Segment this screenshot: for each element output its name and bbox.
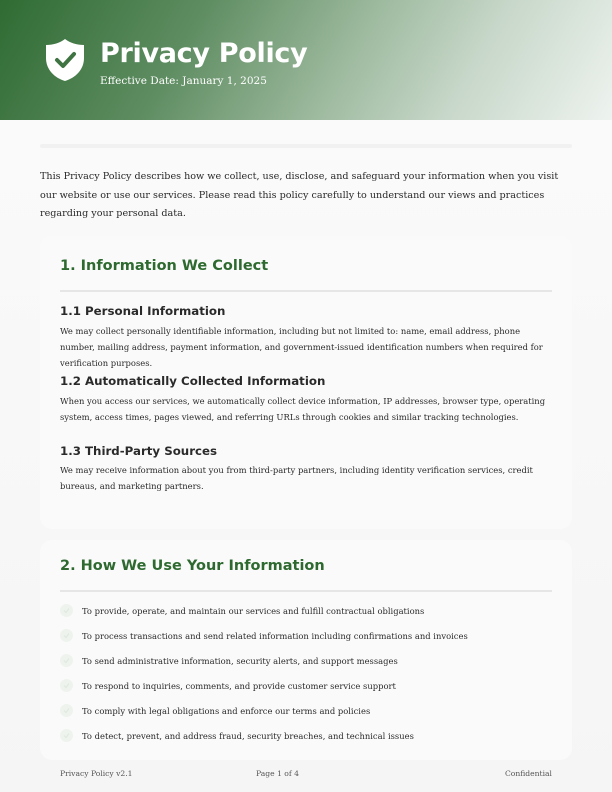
footer-version: Privacy Policy v2.1 (60, 769, 133, 778)
footer-page-number: Page 1 of 4 (256, 769, 299, 778)
subsection-title: 1.2 Automatically Collected Information (60, 374, 326, 388)
section-information-we-collect (40, 236, 572, 529)
check-icon (60, 704, 73, 717)
list-item (60, 728, 550, 744)
shield-check-icon (44, 38, 86, 82)
check-icon (60, 604, 73, 617)
list-item (60, 653, 550, 669)
list-item-text: To provide, operate, and maintain our services and fulfill contractual obligations (82, 606, 425, 616)
subsection-title: 1.1 Personal Information (60, 304, 226, 318)
list-item-text: To respond to inquiries, comments, and provide customer service support (82, 681, 396, 691)
section-divider (60, 590, 552, 592)
list-item-text: To detect, prevent, and address fraud, security breaches, and technical issues (82, 731, 414, 741)
effective-date: Effective Date: January 1, 2025 (100, 75, 267, 87)
list-item-text: To comply with legal obligations and enforce our terms and policies (82, 706, 371, 716)
subsection-text: We may receive information about you from third-party partners, including identity verification services, credit bureaus, and marketing partners. (60, 465, 533, 491)
list-item (60, 703, 550, 719)
divider (40, 144, 572, 148)
footer-confidential: Confidential (504, 769, 552, 778)
section-title: 1. Information We Collect (60, 258, 269, 274)
check-icon (60, 729, 73, 742)
header-banner (0, 0, 612, 120)
subsection-text: We may collect personally identifiable information, including but not limited to: name, email address, phone number, mailing address, payment information, and government-issued identification numbers when required for verification purposes. (60, 326, 543, 368)
list-item-text: To send administrative information, security alerts, and support messages (82, 656, 398, 666)
list-item (60, 628, 550, 644)
subsection-text: When you access our services, we automatically collect device information, IP addresses, browser type, operating system, access times, pages viewed, and referring URLs through cookies and similar tracking technologies. (60, 396, 546, 422)
intro-paragraph: This Privacy Policy describes how we collect, use, disclose, and safeguard your information when you visit our website or use our services. Please read this policy carefully to understand our views and practices regarding your personal data. (40, 171, 559, 219)
page-title: Privacy Policy (100, 38, 308, 69)
list-item (60, 678, 550, 694)
check-icon (60, 654, 73, 667)
section-divider (60, 290, 552, 292)
check-icon (60, 679, 73, 692)
list-item (60, 603, 550, 619)
section-how-we-use (40, 540, 572, 760)
section-title: 2. How We Use Your Information (60, 558, 325, 574)
subsection-title: 1.3 Third-Party Sources (60, 444, 218, 458)
list-item-text: To process transactions and send related information including confirmations and invoices (82, 631, 468, 641)
check-icon (60, 629, 73, 642)
